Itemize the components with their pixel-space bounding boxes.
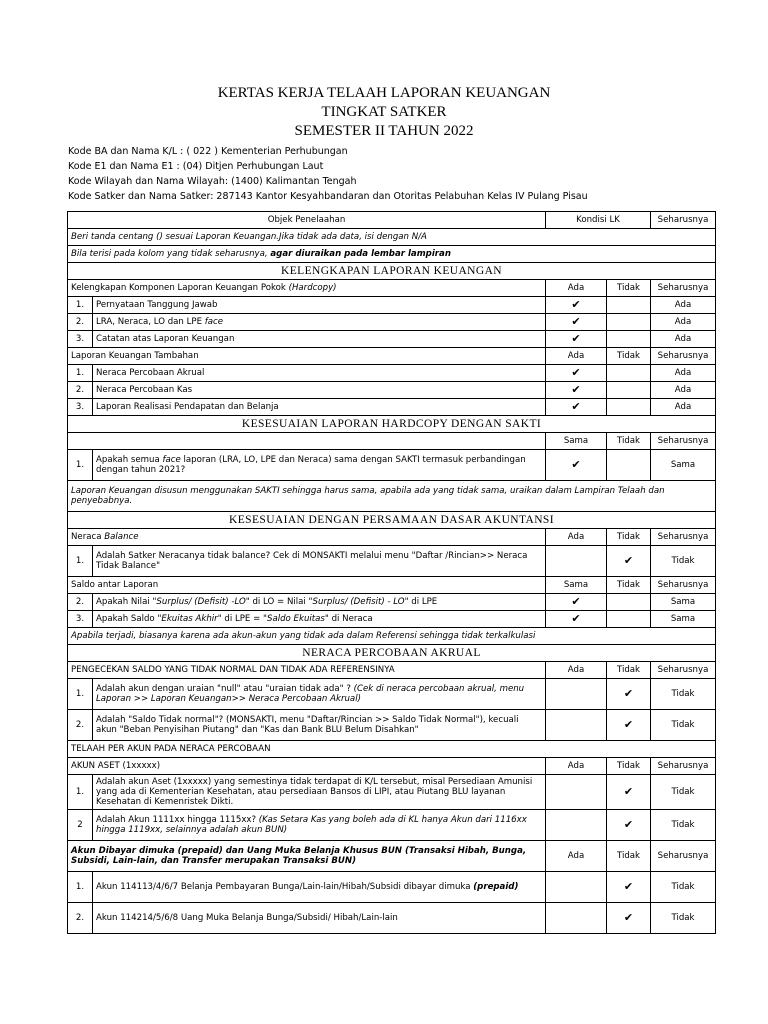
- expected-value: Tidak: [651, 810, 716, 841]
- check-ada[interactable]: ✔: [546, 297, 607, 314]
- check-tidak[interactable]: ✔: [607, 679, 651, 710]
- kode-satker: Kode Satker dan Nama Satker: 287143 Kantor Kesyahbandaran dan Otoritas Pelabuhan Kelas IV Pulang Pisau: [68, 191, 588, 202]
- check-sama[interactable]: ✔: [546, 594, 607, 611]
- table-row: [68, 775, 716, 810]
- col-sama: Sama: [546, 577, 607, 594]
- col-tidak: Tidak: [607, 433, 651, 450]
- group-row: [68, 433, 716, 450]
- section-row: [68, 645, 716, 662]
- check-ada[interactable]: ✔: [546, 399, 607, 416]
- note-lampiran: Bila terisi pada kolom yang tidak seharusnya, agar diuraikan pada lembar lampiran: [68, 246, 716, 263]
- row-item: Pernyataan Tanggung Jawab: [93, 297, 546, 314]
- col-tidak: Tidak: [607, 577, 651, 594]
- col-ada: Ada: [546, 280, 607, 297]
- row-number: 1.: [68, 297, 93, 314]
- table-row: [68, 399, 716, 416]
- note-row: [68, 229, 716, 246]
- note-row: [68, 628, 716, 645]
- group-label: TELAAH PER AKUN PADA NERACA PERCOBAAN: [68, 741, 716, 758]
- row-number: 2.: [68, 382, 93, 399]
- group-label: Saldo antar Laporan: [68, 577, 546, 594]
- kode-e1: Kode E1 dan Nama E1 : (04) Ditjen Perhubungan Laut: [68, 161, 324, 172]
- group-label: Kelengkapan Komponen Laporan Keuangan Pokok (Hardcopy): [68, 280, 546, 297]
- row-number: 1.: [68, 872, 93, 903]
- row-item: Apakah Nilai "Surplus/ (Defisit) -LO" di LO = Nilai "Surplus/ (Defisit) - LO" di LPE: [93, 594, 546, 611]
- table-row: [68, 872, 716, 903]
- row-number: 3.: [68, 331, 93, 348]
- check-tidak[interactable]: ✔: [607, 546, 651, 577]
- check-tidak[interactable]: [607, 450, 651, 481]
- note-sakti: Laporan Keuangan disusun menggunakan SAKTI sehingga harus sama, apabila ada yang tidak sama, uraikan dalam Lampiran Telaah dan penyebabnya.: [68, 481, 716, 512]
- section-row: [68, 512, 716, 529]
- group-label: [68, 433, 546, 450]
- check-tidak[interactable]: ✔: [607, 903, 651, 934]
- telaah-table: [67, 211, 716, 934]
- row-item: Adalah "Saldo Tidak normal"? (MONSAKTI, menu "Daftar/Rincian >> Saldo Tidak Normal"), kecuali akun "Beban Penyisihan Piutang" dan "Kas dan Bank BLU Belum Disahkan": [93, 710, 546, 741]
- kode-ba: Kode BA dan Nama K/L : ( 022 ) Kementerian Perhubungan: [68, 146, 348, 157]
- row-item: LRA, Neraca, LO dan LPE face: [93, 314, 546, 331]
- row-number: 1.: [68, 679, 93, 710]
- check-ada[interactable]: [546, 546, 607, 577]
- check-ada[interactable]: ✔: [546, 382, 607, 399]
- check-tidak[interactable]: [607, 331, 651, 348]
- row-item: Apakah Saldo "Ekuitas Akhir" di LPE = "Saldo Ekuitas" di Neraca: [93, 611, 546, 628]
- col-tidak: Tidak: [607, 841, 651, 872]
- group-label: Laporan Keuangan Tambahan: [68, 348, 546, 365]
- table-row: [68, 314, 716, 331]
- expected-value: Tidak: [651, 903, 716, 934]
- expected-value: Tidak: [651, 679, 716, 710]
- group-label: Akun Dibayar dimuka (prepaid) dan Uang Muka Belanja Khusus BUN (Transaksi Hibah, Bunga, Subsidi, Lain-lain, dan Transfer merupakan Transaksi BUN): [68, 841, 546, 872]
- note-row: [68, 246, 716, 263]
- header-seharusnya: Seharusnya: [651, 212, 716, 229]
- group-row: [68, 529, 716, 546]
- col-seharusnya: Seharusnya: [651, 758, 716, 775]
- table-header: [68, 212, 716, 229]
- group-row: [68, 841, 716, 872]
- table-row: [68, 546, 716, 577]
- row-item: Akun 114113/4/6/7 Belanja Pembayaran Bunga/Lain-lain/Hibah/Subsidi dibayar dimuka (prepaid): [93, 872, 546, 903]
- group-label: AKUN ASET (1xxxxx): [68, 758, 546, 775]
- col-ada: Ada: [546, 841, 607, 872]
- col-seharusnya: Seharusnya: [651, 348, 716, 365]
- check-ada[interactable]: [546, 810, 607, 841]
- row-number: 1.: [68, 546, 93, 577]
- table-row: [68, 679, 716, 710]
- check-ada[interactable]: [546, 775, 607, 810]
- col-seharusnya: Seharusnya: [651, 577, 716, 594]
- group-label: Neraca Balance: [68, 529, 546, 546]
- expected-value: Ada: [651, 314, 716, 331]
- group-row: [68, 348, 716, 365]
- group-row: [68, 741, 716, 758]
- group-row: [68, 577, 716, 594]
- col-seharusnya: Seharusnya: [651, 280, 716, 297]
- row-item: Adalah Akun 1111xx hingga 1115xx? (Kas Setara Kas yang boleh ada di KL hanya Akun dari 1116xx hingga 1119xx, selainnya adalah akun BUN): [93, 810, 546, 841]
- check-tidak[interactable]: ✔: [607, 810, 651, 841]
- document-period: SEMESTER II TAHUN 2022: [294, 123, 474, 139]
- col-ada: Ada: [546, 758, 607, 775]
- check-ada[interactable]: [546, 903, 607, 934]
- table-row: [68, 365, 716, 382]
- check-ada[interactable]: [546, 872, 607, 903]
- document-subtitle: TINGKAT SATKER: [321, 104, 447, 120]
- row-number: 3.: [68, 611, 93, 628]
- table-row: [68, 450, 716, 481]
- col-seharusnya: Seharusnya: [651, 529, 716, 546]
- row-item: Adalah Satker Neracanya tidak balance? Cek di MONSAKTI melalui menu "Daftar /Rincian>> Neraca Tidak Balance": [93, 546, 546, 577]
- row-number: 2.: [68, 314, 93, 331]
- check-tidak[interactable]: ✔: [607, 872, 651, 903]
- check-tidak[interactable]: [607, 297, 651, 314]
- expected-value: Sama: [651, 594, 716, 611]
- col-tidak: Tidak: [607, 529, 651, 546]
- col-tidak: Tidak: [607, 758, 651, 775]
- table-row: [68, 297, 716, 314]
- table-row: [68, 710, 716, 741]
- check-tidak[interactable]: [607, 611, 651, 628]
- check-ada[interactable]: [546, 710, 607, 741]
- col-ada: Ada: [546, 348, 607, 365]
- check-ada[interactable]: [546, 679, 607, 710]
- satker-info: [68, 144, 588, 204]
- table-row: [68, 903, 716, 934]
- table-row: [68, 611, 716, 628]
- row-number: 3.: [68, 399, 93, 416]
- row-item: Neraca Percobaan Kas: [93, 382, 546, 399]
- row-item: Akun 114214/5/6/8 Uang Muka Belanja Bunga/Subsidi/ Hibah/Lain-lain: [93, 903, 546, 934]
- group-row: [68, 758, 716, 775]
- check-sama[interactable]: ✔: [546, 611, 607, 628]
- check-tidak[interactable]: [607, 594, 651, 611]
- header-objek: Objek Penelaahan: [68, 212, 546, 229]
- row-number: 1.: [68, 365, 93, 382]
- check-ada[interactable]: ✔: [546, 314, 607, 331]
- section-title-kelengkapan: KELENGKAPAN LAPORAN KEUANGAN: [68, 263, 716, 280]
- expected-value: Ada: [651, 365, 716, 382]
- expected-value: Tidak: [651, 775, 716, 810]
- expected-value: Sama: [651, 450, 716, 481]
- section-title-persamaan: KESESUAIAN DENGAN PERSAMAAN DASAR AKUNTANSI: [68, 512, 716, 529]
- check-ada[interactable]: ✔: [546, 365, 607, 382]
- section-row: [68, 263, 716, 280]
- expected-value: Sama: [651, 611, 716, 628]
- header-kondisi: Kondisi LK: [546, 212, 651, 229]
- row-number: 2.: [68, 594, 93, 611]
- row-number: 1.: [68, 450, 93, 481]
- row-number: 2.: [68, 903, 93, 934]
- row-number: 1.: [68, 775, 93, 810]
- expected-value: Ada: [651, 297, 716, 314]
- col-tidak: Tidak: [607, 280, 651, 297]
- row-item: Apakah semua face laporan (LRA, LO, LPE dan Neraca) sama dengan SAKTI termasuk perbandingan dengan tahun 2021?: [93, 450, 546, 481]
- check-tidak[interactable]: [607, 382, 651, 399]
- col-seharusnya: Seharusnya: [651, 662, 716, 679]
- col-tidak: Tidak: [607, 662, 651, 679]
- row-item: Laporan Realisasi Pendapatan dan Belanja: [93, 399, 546, 416]
- row-item: Neraca Percobaan Akrual: [93, 365, 546, 382]
- note-row: [68, 481, 716, 512]
- col-ada: Ada: [546, 662, 607, 679]
- row-number: 2: [68, 810, 93, 841]
- note-centang: Beri tanda centang () sesuai Laporan Keuangan.Jika tidak ada data, isi dengan N/A: [68, 229, 716, 246]
- col-seharusnya: Seharusnya: [651, 433, 716, 450]
- expected-value: Ada: [651, 399, 716, 416]
- row-item: Adalah akun Aset (1xxxxx) yang semestinya tidak terdapat di K/L tersebut, misal Persediaan Amunisi yang ada di Kementerian Kesehatan, atau persediaan Bansos di LIPI, atau Piutang BLU layanan Kesehatan di Kemenristek Dikti.: [93, 775, 546, 810]
- section-title-hardcopy-sakti: KESESUAIAN LAPORAN HARDCOPY DENGAN SAKTI: [68, 416, 716, 433]
- check-tidak[interactable]: ✔: [607, 710, 651, 741]
- expected-value: Tidak: [651, 872, 716, 903]
- table-row: [68, 594, 716, 611]
- table-row: [68, 331, 716, 348]
- note-referensi: Apabila terjadi, biasanya karena ada akun-akun yang tidak ada dalam Referensi sehingga tidak terkalkulasi: [68, 628, 716, 645]
- table-row: [68, 810, 716, 841]
- group-row: [68, 280, 716, 297]
- col-seharusnya: Seharusnya: [651, 841, 716, 872]
- check-sama[interactable]: ✔: [546, 450, 607, 481]
- check-tidak[interactable]: [607, 365, 651, 382]
- row-number: 2.: [68, 710, 93, 741]
- expected-value: Tidak: [651, 710, 716, 741]
- check-ada[interactable]: ✔: [546, 331, 607, 348]
- document-title-block: [0, 84, 768, 141]
- group-row: [68, 662, 716, 679]
- check-tidak[interactable]: [607, 314, 651, 331]
- document-title: KERTAS KERJA TELAAH LAPORAN KEUANGAN: [217, 85, 551, 101]
- col-tidak: Tidak: [607, 348, 651, 365]
- group-label: PENGECEKAN SALDO YANG TIDAK NORMAL DAN TIDAK ADA REFERENSINYA: [68, 662, 546, 679]
- check-tidak[interactable]: ✔: [607, 775, 651, 810]
- row-item: Adalah akun dengan uraian "null" atau "uraian tidak ada" ? (Cek di neraca percobaan akrual, menu Laporan >> Laporan Keuangan>> Neraca Percobaan Akrual): [93, 679, 546, 710]
- kode-wilayah: Kode Wilayah dan Nama Wilayah: (1400) Kalimantan Tengah: [68, 176, 357, 187]
- table-row: [68, 382, 716, 399]
- expected-value: Tidak: [651, 546, 716, 577]
- col-sama: Sama: [546, 433, 607, 450]
- section-title-neraca-percobaan: NERACA PERCOBAAN AKRUAL: [68, 645, 716, 662]
- col-ada: Ada: [546, 529, 607, 546]
- check-tidak[interactable]: [607, 399, 651, 416]
- expected-value: Ada: [651, 382, 716, 399]
- row-item: Catatan atas Laporan Keuangan: [93, 331, 546, 348]
- section-row: [68, 416, 716, 433]
- expected-value: Ada: [651, 331, 716, 348]
